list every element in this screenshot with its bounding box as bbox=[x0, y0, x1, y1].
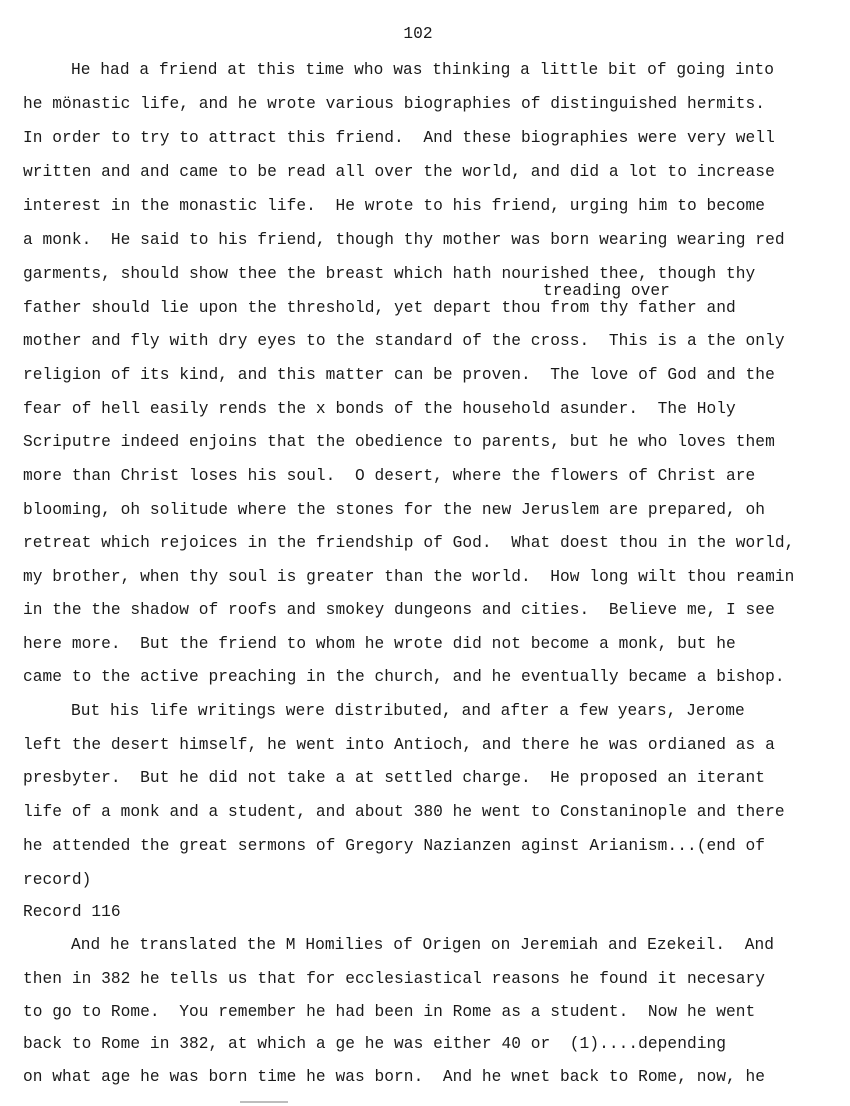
text-line: record) bbox=[23, 871, 92, 889]
page-number: 102 bbox=[403, 25, 433, 43]
text-line: But his life writings were distributed, and after a few years, Jerome bbox=[71, 702, 745, 720]
text-line: on what age he was born time he was born. And he wnet back to Rome, now, he bbox=[23, 1068, 766, 1086]
text-line: here more. But the friend to whom he wrote did not become a monk, but he bbox=[23, 635, 736, 653]
text-line: my brother, when thy soul is greater than the world. How long wilt thou reamin bbox=[23, 568, 795, 586]
text-line: back to Rome in 382, at which a ge he was either 40 or (1)....depending bbox=[23, 1035, 727, 1053]
text-line: he mönastic life, and he wrote various biographies of distinguished hermits. bbox=[23, 95, 766, 113]
text-line: And he translated the M Homilies of Origen on Jeremiah and Ezekeil. And bbox=[71, 936, 775, 954]
record-heading: Record 116 bbox=[23, 903, 121, 921]
text-line: garments, should show thee the breast which hath nourished thee, though thy bbox=[23, 265, 756, 283]
text-line: he attended the great sermons of Gregory Nazianzen aginst Arianism...(end of bbox=[23, 837, 766, 855]
text-line: retreat which rejoices in the friendship of God. What doest thou in the world, bbox=[23, 534, 795, 552]
text-line: religion of its kind, and this matter can be proven. The love of God and the bbox=[23, 366, 775, 384]
text-line: blooming, oh solitude where the stones for the new Jeruslem are prepared, oh bbox=[23, 501, 766, 519]
text-line: a monk. He said to his friend, though thy mother was born wearing wearing red bbox=[23, 231, 785, 249]
page-edge-mark bbox=[240, 1101, 288, 1103]
text-line: fear of hell easily rends the x bonds of the household asunder. The Holy bbox=[23, 400, 736, 418]
text-line: more than Christ loses his soul. O desert, where the flowers of Christ are bbox=[23, 467, 756, 485]
text-line: He had a friend at this time who was thinking a little bit of going into bbox=[71, 61, 775, 79]
text-line: left the desert himself, he went into Antioch, and there he was ordianed as a bbox=[23, 736, 775, 754]
text-line: Scriputre indeed enjoins that the obedience to parents, but he who loves them bbox=[23, 433, 775, 451]
text-line: came to the active preaching in the church, and he eventually became a bishop. bbox=[23, 668, 785, 686]
text-line: mother and fly with dry eyes to the standard of the cross. This is a the only bbox=[23, 332, 785, 350]
text-line: In order to try to attract this friend. And these biographies were very well bbox=[23, 129, 775, 147]
text-line: father should lie upon the threshold, yet depart thou from thy father and bbox=[23, 299, 736, 317]
text-line: life of a monk and a student, and about 380 he went to Constaninople and there bbox=[23, 803, 785, 821]
text-line: in the the shadow of roofs and smokey dungeons and cities. Believe me, I see bbox=[23, 601, 775, 619]
text-line: written and and came to be read all over the world, and did a lot to increase bbox=[23, 163, 775, 181]
interlinear-insertion: treading over bbox=[543, 282, 670, 300]
text-line: interest in the monastic life. He wrote to his friend, urging him to become bbox=[23, 197, 766, 215]
text-line: presbyter. But he did not take a at settled charge. He proposed an iterant bbox=[23, 769, 766, 787]
text-line: then in 382 he tells us that for ecclesiastical reasons he found it necesary bbox=[23, 970, 766, 988]
text-line: to go to Rome. You remember he had been in Rome as a student. Now he went bbox=[23, 1003, 756, 1021]
